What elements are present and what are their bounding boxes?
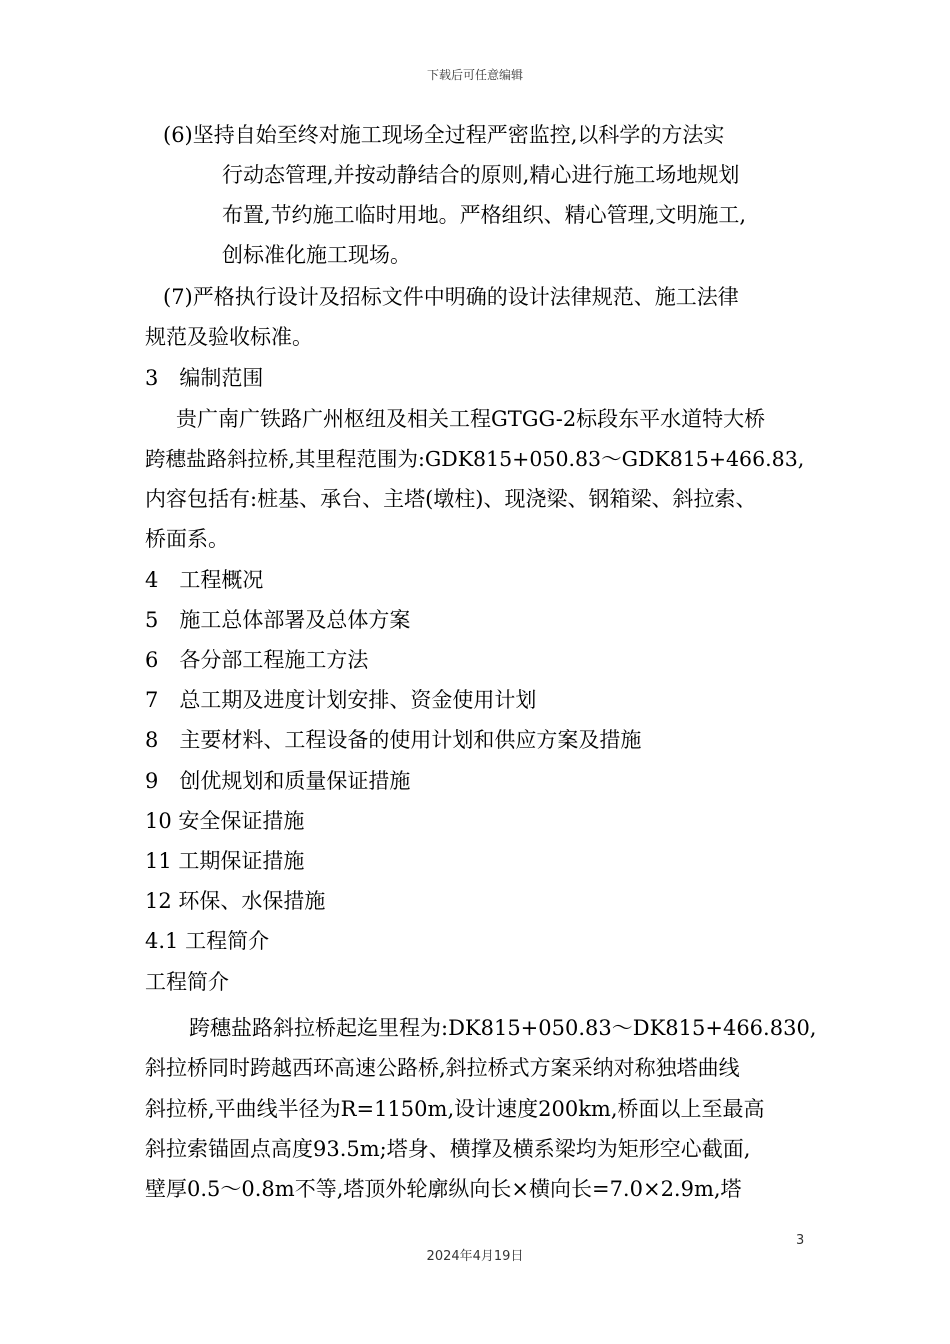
paragraph-line: 桥面系。 <box>145 527 229 551</box>
page-footer-date: 2024年4月19日 <box>426 1249 524 1264</box>
paragraph-line: 斜拉桥,平曲线半径为R=1150m,设计速度200km,桥面以上至最高 <box>145 1097 765 1121</box>
paragraph-line: 创标准化施工现场。 <box>222 243 411 267</box>
paragraph-line: (6)坚持自始至终对施工现场全过程严密监控,以科学的方法实 <box>163 123 725 147</box>
section-heading: 5 施工总体部署及总体方案 <box>145 608 411 632</box>
paragraph-line: 壁厚0.5～0.8m不等,塔顶外轮廓纵向长×横向长=7.0×2.9m,塔 <box>145 1177 742 1201</box>
section-heading: 9 创优规划和质量保证措施 <box>145 769 411 793</box>
section-heading: 12 环保、水保措施 <box>145 889 326 913</box>
subsection-heading: 4.1 工程简介 <box>145 929 270 953</box>
section-heading: 6 各分部工程施工方法 <box>145 648 369 672</box>
paragraph-line: 内容包括有:桩基、承台、主塔(墩柱)、现浇梁、钢箱梁、斜拉索、 <box>145 487 757 511</box>
section-heading: 11 工期保证措施 <box>145 849 305 873</box>
section-heading: 8 主要材料、工程设备的使用计划和供应方案及措施 <box>145 728 642 752</box>
paragraph-line: (7)严格执行设计及招标文件中明确的设计法律规范、施工法律 <box>163 285 739 309</box>
section-heading: 3 编制范围 <box>145 366 264 390</box>
paragraph-line: 跨穗盐路斜拉桥起迄里程为:DK815+050.83～DK815+466.830, <box>189 1016 817 1040</box>
paragraph-line: 行动态管理,并按动静结合的原则,精心进行施工场地规划 <box>222 163 740 187</box>
paragraph-line: 规范及验收标准。 <box>145 325 313 349</box>
paragraph-line: 跨穗盐路斜拉桥,其里程范围为:GDK815+050.83～GDK815+466.83, <box>145 447 805 471</box>
section-heading: 4 工程概况 <box>145 568 264 592</box>
paragraph-line: 斜拉索锚固点高度93.5m;塔身、横撑及横系梁均为矩形空心截面, <box>145 1137 751 1161</box>
section-heading: 10 安全保证措施 <box>145 809 305 833</box>
page-number: 3 <box>796 1233 805 1248</box>
subsection-heading: 工程简介 <box>145 970 229 994</box>
paragraph-line: 贵广南广铁路广州枢纽及相关工程GTGG-2标段东平水道特大桥 <box>176 407 766 431</box>
page-header: 下载后可任意编辑 <box>426 68 523 82</box>
section-heading: 7 总工期及进度计划安排、资金使用计划 <box>145 688 537 712</box>
paragraph-line: 斜拉桥同时跨越西环高速公路桥,斜拉桥式方案采纳对称独塔曲线 <box>145 1056 740 1080</box>
paragraph-line: 布置,节约施工临时用地。严格组织、精心管理,文明施工, <box>222 203 747 227</box>
